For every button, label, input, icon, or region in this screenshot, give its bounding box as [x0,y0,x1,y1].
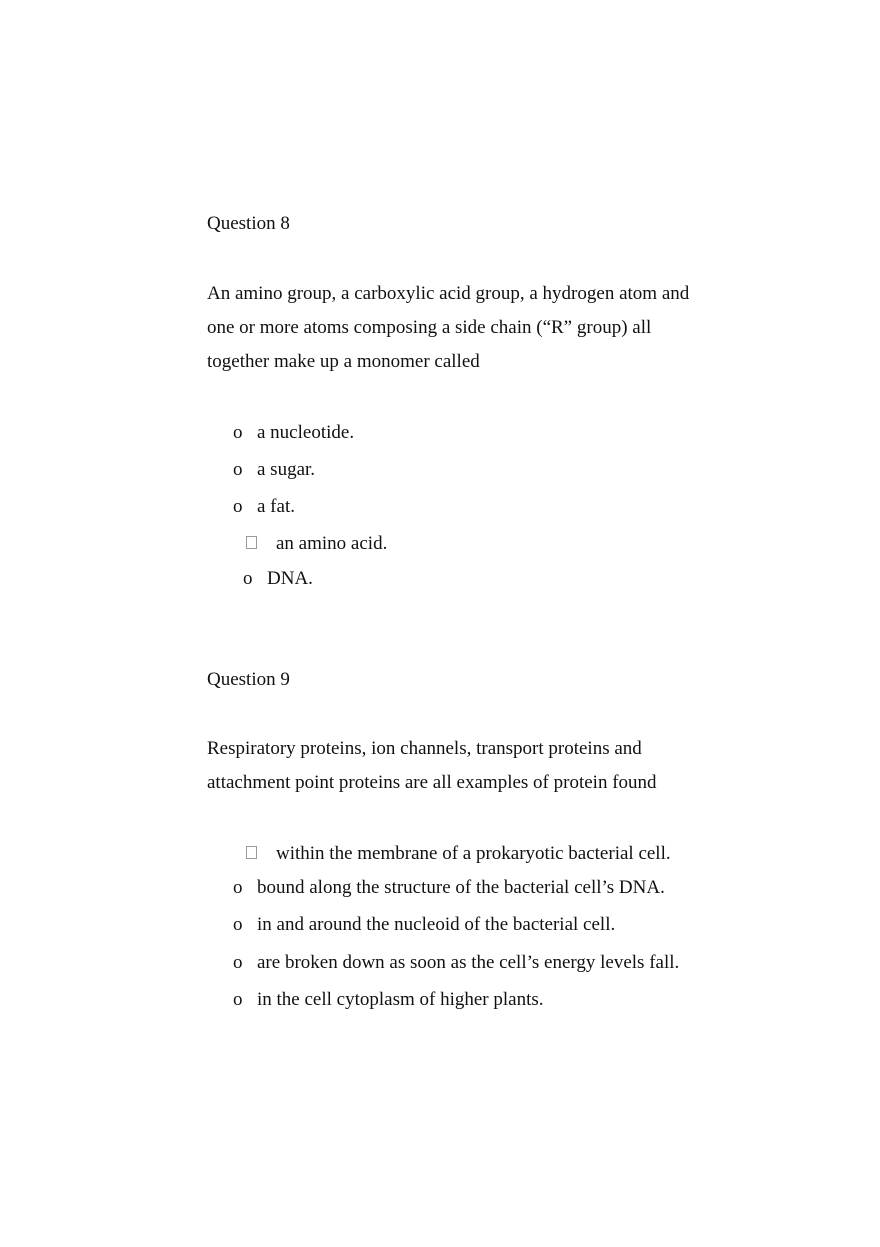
option-label-selected[interactable]: within the membrane of a prokaryotic bacterial cell. [276,843,671,864]
radio-bullet-icon[interactable]: o [233,914,243,935]
option-label[interactable]: bound along the structure of the bacterial cell’s DNA. [257,877,665,898]
question-9-stem-line-1: Respiratory proteins, ion channels, transport proteins and [207,738,642,759]
question-9-title: Question 9 [207,669,290,690]
question-8-stem-line-2: one or more atoms composing a side chain (“R” group) all [207,317,652,338]
option-label[interactable]: a nucleotide. [257,422,355,443]
radio-bullet-icon[interactable]: o [243,568,253,589]
option-label[interactable]: are broken down as soon as the cell’s energy levels fall. [257,952,680,973]
selected-box-icon[interactable] [246,846,257,859]
selected-box-icon[interactable] [246,536,257,549]
option-label[interactable]: in and around the nucleoid of the bacterial cell. [257,914,616,935]
radio-bullet-icon[interactable]: o [233,877,243,898]
question-8-stem-line-3: together make up a monomer called [207,351,480,372]
radio-bullet-icon[interactable]: o [233,952,243,973]
option-label[interactable]: in the cell cytoplasm of higher plants. [257,989,544,1010]
question-8-title: Question 8 [207,213,290,234]
option-label-selected[interactable]: an amino acid. [276,533,388,554]
option-label[interactable]: DNA. [267,568,313,589]
question-9-stem-line-2: attachment point proteins are all examples of protein found [207,772,657,793]
question-8-stem-line-1: An amino group, a carboxylic acid group, a hydrogen atom and [207,283,690,304]
radio-bullet-icon[interactable]: o [233,989,243,1010]
radio-bullet-icon[interactable]: o [233,459,243,480]
option-label[interactable]: a sugar. [257,459,316,480]
radio-bullet-icon[interactable]: o [233,422,243,443]
radio-bullet-icon[interactable]: o [233,496,243,517]
option-label[interactable]: a fat. [257,496,295,517]
